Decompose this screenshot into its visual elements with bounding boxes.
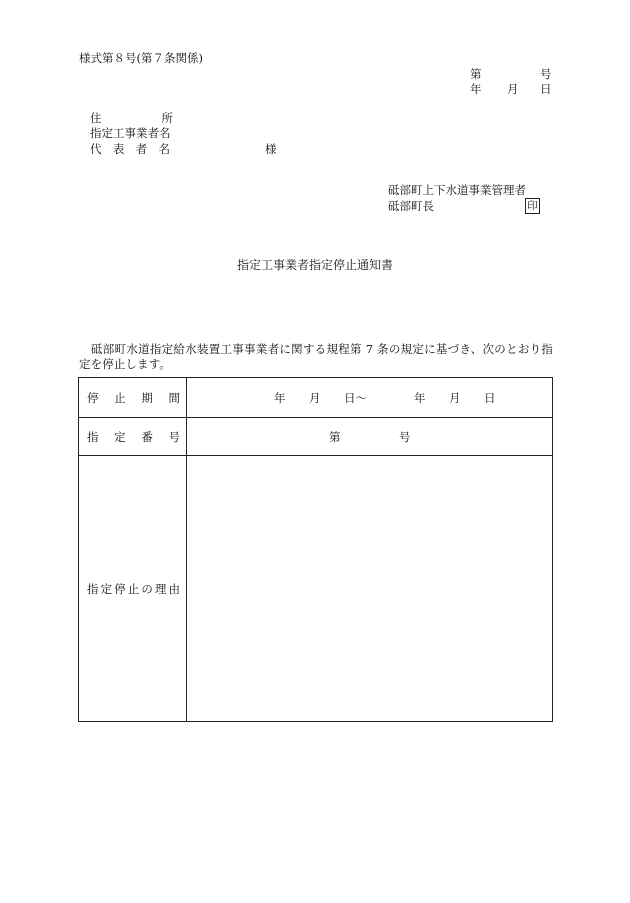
issuer-name: 砥部町長	[388, 199, 434, 213]
document-title: 指定工事業者指定停止通知書	[236, 258, 393, 272]
suspension-reason-label-cell	[79, 456, 187, 722]
period-end-month: 月	[449, 390, 461, 405]
label-char: 停	[87, 390, 99, 405]
representative-label-char: 表	[112, 142, 125, 156]
designation-number-label-cell	[79, 418, 187, 456]
period-end-day: 日	[484, 390, 496, 405]
label-char: 止	[114, 390, 126, 405]
company-label: 指定工事業者名	[90, 126, 171, 140]
label-char: の	[141, 581, 153, 596]
address-label-char: 住	[90, 111, 102, 125]
label-char: 指	[87, 581, 99, 596]
date-month: 月	[507, 82, 519, 96]
doc-number-suffix: 号	[540, 67, 552, 81]
label-char: 由	[168, 581, 180, 596]
designation-number-suffix: 号	[399, 429, 411, 444]
period-end-year: 年	[414, 390, 426, 405]
seal-mark: 印	[525, 198, 540, 214]
representative-label	[90, 142, 170, 156]
table-row-designation-number	[79, 418, 553, 456]
suspension-reason-value-cell	[187, 456, 553, 722]
table-row-suspension-period	[79, 378, 553, 418]
representative-label-char: 代	[90, 142, 102, 156]
period-start-year: 年	[274, 390, 286, 405]
period-start-day: 日～	[344, 390, 367, 405]
label-char: 指	[87, 429, 99, 444]
designation-number-prefix: 第	[329, 429, 341, 444]
representative-label-char: 者	[135, 142, 148, 156]
body-text: 砥部町水道指定給水装置工事事業者に関する規程第 7 条の規定に基づき、次のとおり指定を停止します。	[79, 342, 553, 371]
period-start-month: 月	[309, 390, 321, 405]
label-char: 理	[154, 581, 167, 596]
detail-table	[78, 377, 553, 722]
form-number: 様式第８号(第７条関係)	[79, 51, 203, 65]
label-char: 定	[114, 429, 126, 444]
label-char: 定	[100, 581, 113, 596]
date-year: 年	[470, 82, 482, 96]
date-day: 日	[540, 82, 552, 96]
address-label	[90, 111, 173, 125]
representative-label-char: 名	[158, 142, 170, 156]
label-char: 号	[168, 429, 180, 444]
suspension-period-label-cell	[79, 378, 187, 418]
issuer-title: 砥部町上下水道事業管理者	[388, 183, 526, 197]
doc-number-prefix: 第	[470, 67, 482, 81]
designation-number-value-cell	[187, 418, 553, 456]
label-char: 番	[141, 429, 153, 444]
table-row-suspension-reason	[79, 456, 553, 722]
label-char: 間	[168, 390, 180, 405]
label-char: 止	[127, 581, 140, 596]
address-label-char: 所	[161, 111, 173, 125]
label-char: 期	[141, 390, 153, 405]
honorific: 様	[265, 142, 277, 156]
label-char: 停	[114, 581, 126, 596]
suspension-period-value-cell	[187, 378, 553, 418]
